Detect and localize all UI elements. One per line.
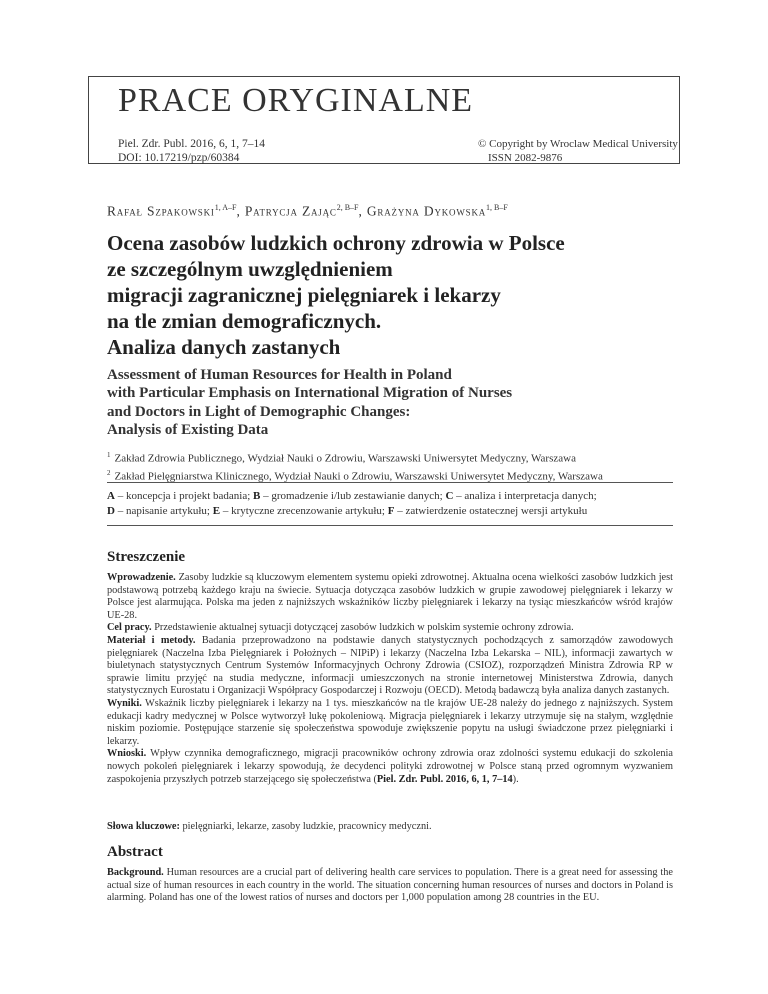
citation-doi[interactable]: DOI: 10.17219/pzp/60384	[118, 152, 240, 164]
abstract-paragraph: Materiał i metody. Badania przeprowadzono na podstawie danych statystycznych pochodzących z samorządów zawodowych pielęgniarek (Naczelna Izba Pielęgniarek i Położnych – NIPiP) i lekarzy (Naczelna Izba Lekarska – NIL), informacji zawartych w biuletynach statystycznych Centrum Systemów Informacyjnych Ochrony Zdrowia (CSIOZ), rozporządzeń Ministra Zdrowia RP w sprawie limitu przyjęć na studia medyczne, informacji umieszczonych na stronie internetowej Ministerstwa Zdrowia, danych statystycznych Eurostatu i Organizacji Współpracy Gospodarczej i Rozwoju (OECD). Metodą badawczą była analiza danych zastanych.	[107, 634, 674, 697]
affiliation-item: $^2$ Zakład Pielęgniarstwa Klinicznego, Wydział Nauki o Zdrowiu, Warszawski Uniwersytet Medyczny, Warszawa	[107, 469, 603, 483]
author-marks: 2, B–F	[336, 203, 359, 212]
divider	[107, 482, 673, 483]
author-marks: 1, A–F	[214, 203, 237, 212]
citation-journal: Piel. Zdr. Publ. 2016, 6, 1, 7–14	[118, 138, 265, 150]
abstract-heading: Abstract	[107, 844, 163, 860]
author-marks: 1, B–F	[486, 203, 508, 212]
title-polish: Ocena zasobów ludzkich ochrony zdrowia w Polsce ze szczególnym uwzględnieniem migracji zagranicznej pielęgniarek i lekarzy na tle zmian demograficznych. Analiza danych zastanych	[107, 231, 565, 359]
keywords: Słowa kluczowe: pielęgniarki, lekarze, zasoby ludzkie, pracownicy medyczni.	[107, 821, 432, 832]
affiliation-item: $^1$ Zakład Zdrowia Publicznego, Wydział Nauki o Zdrowiu, Warszawski Uniwersytet Medyczny, Warszawa	[107, 451, 576, 465]
author-name: Grażyna Dykowska	[366, 203, 487, 219]
abstract-paragraph: Wyniki. Wskaźnik liczby pielęgniarek i lekarzy na 1 tys. mieszkańców na tle krajów UE-28 należy do jednego z najniższych. System edukacji kadry medycznej w Polsce wytworzył lukę pokoleniową. Migracja pielęgniarek i lekarzy utrzymuje się na stałym, względnie niskim poziomie. Postępujące starzenie się społeczeństwa spowoduje zwiększenie popytu na usługi świadczone przez pielęgniarki i lekarzy.	[107, 697, 673, 747]
abstract-paragraph: Background. Human resources are a crucial part of delivering health care services to population. There is a great need for assessing the actual size of human resources in each country in the world. The situation concerning human resources of nurses and doctors in Poland is alarming. Poland has one of the lowest ratios of nurses and doctors per 1,000 population among 28 countries in the EU.	[107, 867, 673, 904]
citation	[118, 137, 265, 165]
issn: ISSN 2082-9876	[488, 152, 563, 164]
author-contributions: A – koncepcja i projekt badania; B – gromadzenie i/lub zestawianie danych; C – analiza i interpretacja danych; D – napisanie artykułu; E – krytyczne zrecenzowanie artykułu; F – zatwierdzenie ostatecznej wersji artykułu	[107, 490, 597, 517]
abstract-paragraph: Cel pracy. Przedstawienie aktualnej sytuacji dotyczącej zasobów ludzkich w polskim systemie ochrony zdrowia.	[107, 622, 574, 634]
affiliations	[107, 448, 603, 484]
copyright: © Copyright by Wroclaw Medical University	[478, 138, 678, 150]
copyright-block	[478, 137, 678, 165]
author-name: Rafał Szpakowski	[107, 203, 215, 219]
author-name: Patrycja Zając	[244, 203, 337, 219]
divider	[107, 525, 673, 526]
abstract-body	[107, 867, 673, 905]
streszczenie-heading: Streszczenie	[107, 549, 186, 565]
section-title: PRACE ORYGINALNE	[114, 82, 477, 120]
author-list: Rafał Szpakowski$^{1, A-F}$, Patrycja Zając$^{2, B-F}$, Grażyna Dykowska$^{1, B-F}$	[107, 203, 508, 219]
streszczenie-body	[107, 572, 673, 786]
abstract-paragraph: Wnioski. Wpływ czynnika demograficznego, migracji pracowników ochrony zdrowia oraz zdolności systemu edukacji do szkolenia nowych pokoleń pielęgniarek i lekarzy spowodują, że decydenci polityki zdrowotnej w Polsce staną przed ogromnym wyzwaniem zaspokojenia przyszłych potrzeb starzejącego się społeczeństwa (Piel. Zdr. Publ. 2016, 6, 1, 7–14).	[107, 748, 673, 785]
title-english: Assessment of Human Resources for Health in Poland with Particular Emphasis on International Migration of Nurses and Doctors in Light of Demographic Changes: Analysis of Existing Data	[107, 367, 513, 439]
abstract-paragraph: Wprowadzenie. Zasoby ludzkie są kluczowym elementem systemu opieki zdrowotnej. Aktualna ocena wielkości zasobów ludzkich jest podstawową potrzebą każdego kraju na świecie. Sytuacja dotycząca zasobów ludzkich w grupie zawodowej pielęgniarek i lekarzy w Polsce jest alarmująca. Polska ma jeden z najniższych wskaźników liczby pielęgniarek i lekarzy na tysiąc mieszkańców wśród krajów UE-28.	[107, 572, 673, 621]
